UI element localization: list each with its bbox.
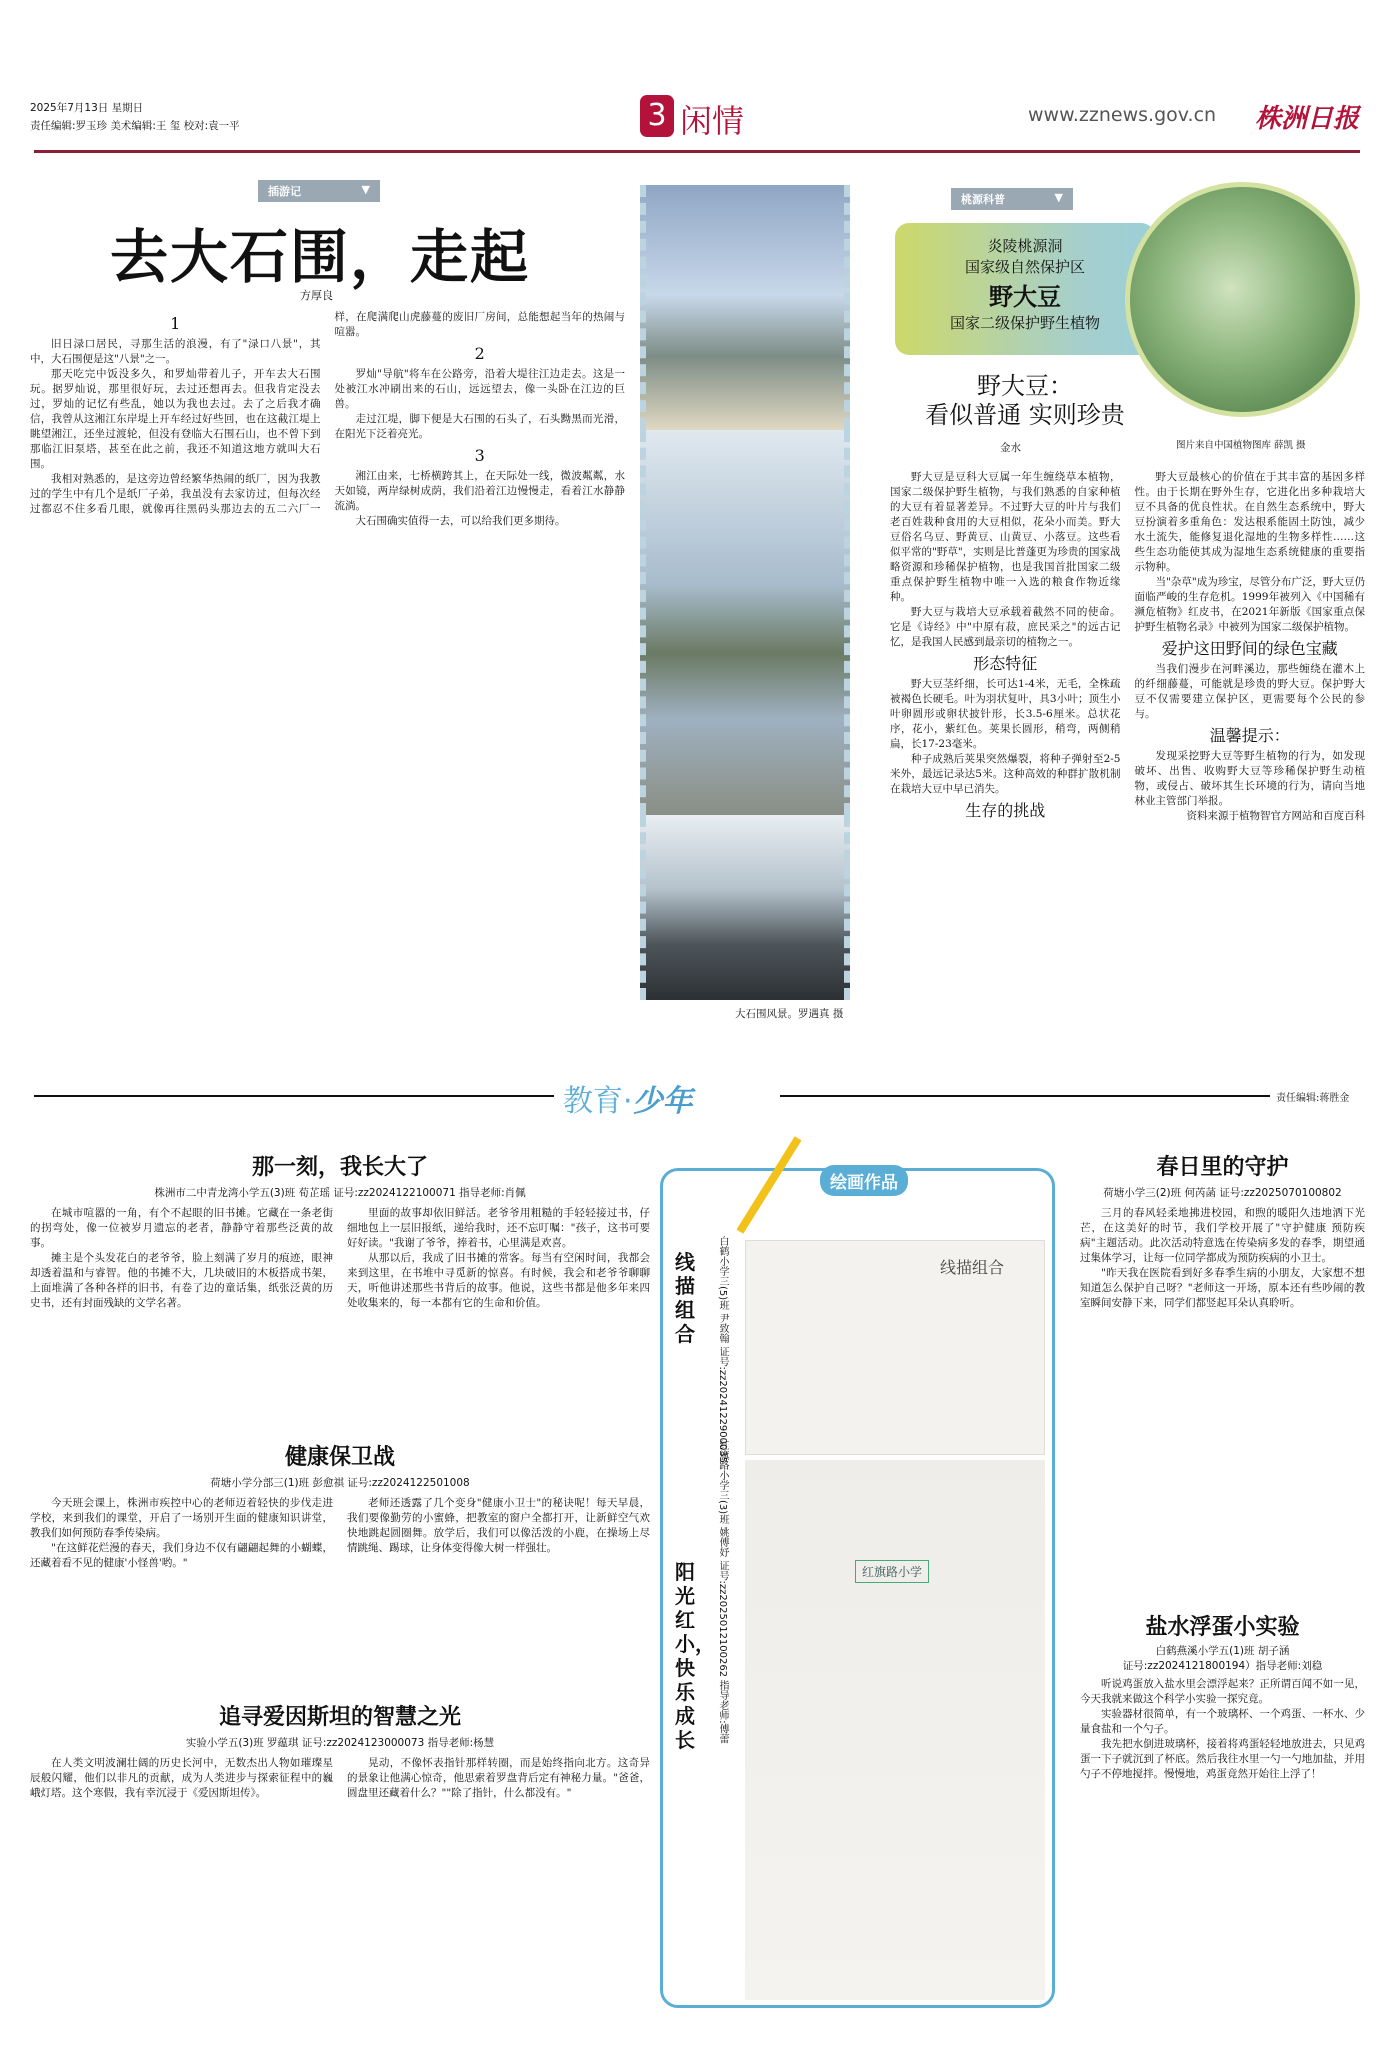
essay-5: 盐水浮蛋小实验 白鹤燕溪小学五(1)班 胡子涵 证号:zz2024121800194）指导老师:刘稳 听说鸡蛋放入盐水里会漂浮起来？正所谓百闻不如一见，今天我就来做这个科学小实验一探究竟。 实验器材很简单，有一个玻璃杯、一个鸡蛋、一杯水、少量食盐和一个勺子。 我先把水倒进玻璃杯，接着将鸡蛋轻轻地放进去，只见鸡蛋一下子就沉到了杯底。然后我往水里一勺一勺地加盐，并用勺子不停地搅拌。慢慢地，鸡蛋竟然开始往上浮了！ — [1080, 1615, 1365, 1780]
source-note: 资料来源于植物智官方网站和百度百科 — [1186, 810, 1365, 822]
photo-river-sky — [640, 185, 850, 430]
site-url[interactable]: www.zznews.gov.cn — [1028, 104, 1217, 126]
line-drawing-artwork: 线描组合 — [745, 1240, 1045, 1455]
divider — [780, 1095, 1270, 1097]
page-number: 3 — [640, 95, 674, 137]
painting-byline: 红旗路小学三(3)班 姚傅妤 证号:zz2025012100262 指导老师:傅蕾 — [717, 1440, 728, 1744]
wild-soybean-photo — [1125, 182, 1360, 417]
photo-caption: 大石围风景。罗遇真 摄 — [735, 1008, 844, 1020]
essay-3: 追寻爱因斯坦的智慧之光 实验小学五(3)班 罗蕴琪 证号:zz2024123000073 指导老师:杨慧 在人类文明波澜壮阔的历史长河中，无数杰出人物如璀璨星辰般闪耀，他们以非凡的贡献，成为人类进步与探索征程中的巍峨灯塔。这个寒假，我有幸沉浸于《爱因斯坦传》。 晃动，不像怀表指针那样转圈，而是始终指向北方。这奇异的景象让他满心惊奇，他思索着罗盘背后定有神秘力量。"爸爸，圆盘里还藏着什么？""除了指针，什么都没有。" — [30, 1705, 650, 1799]
subheading: 爱护这田野间的绿色宝藏 — [1161, 639, 1338, 658]
painting-title: 阳光红小，快乐成长 — [675, 1560, 715, 1752]
section-number: 2 — [474, 344, 485, 363]
article-title: 野大豆： 看似普通 实则珍贵 — [925, 372, 1125, 429]
article-body: 野大豆是豆科大豆属一年生缠绕草本植物，国家二级保护野生植物，与我们熟悉的自家种植的大豆有着显著差异。不过野大豆的叶片与我们老百姓栽种食用的大豆相似，花朵小而美。野大豆俗名乌豆、野黄豆、山黄豆、小落豆。这些看似平常的"野草"，实则是比普蓬更为珍贵的国家战略资源和珍稀保护植物，也是我国首批国家二级重点保护野生植物中唯一入选的粮食作物近缘种。 野大豆与栽培大豆承载着截然不同的使命。它是《诗经》中"中原有菽，庶民采之"的远古记忆，是我国人民感到最亲切的植物之一。 形态特征 野大豆茎纤细，长可达1-4米，无毛，全株疏被褐色长硬毛。叶为羽状复叶，具3小叶；顶生小叶卵圆形或卵状披针形，长3.5-6厘米。总状花序，花小，紫红色。荚果长圆形，稍弯，两侧稍扁，长17-23毫米。 种子成熟后荚果突然爆裂，将种子弹射至2-5米外，最远记录达5米。这种高效的种群扩散机制在栽培大豆中早已消失。 生存的挑战 野大豆最核心的价值在于其丰富的基因多样性。由于长期在野外生存，它进化出多种栽培大豆不具备的优良性状。在自然生态系统中，野大豆扮演着多重角色：发达根系能固土防蚀，减少水土流失，能修复退化湿地的生物多样性……这些生态功能使其成为湿地生态系统健康的重要指示物种。 当"杂草"成为珍宝，尽管分布广泛，野大豆仍面临严峻的生存危机。1999年被列入《中国稀有濒危植物》红皮书，在2021年新版《国家重点保护野生植物名录》中被列为国家二级保护植物。 爱护这田野间的绿色宝藏 当我们漫步在河畔溪边，那些缠绕在灌木上的纤细藤蔓，可能就是珍贵的野大豆。保护野大豆不仅需要建立保护区，更需要每个公民的参与。 温馨提示： 发现采挖野大豆等野生植物的行为，如发现破坏、出售、收购野大豆等珍稀保护野生动植物，或侵占、破坏其生长环境的行为，请向当地林业主管部门举报。 资料来源于植物智官方网站和百度百科 — [890, 471, 1365, 822]
column-tag: 桃源科普 ▼ — [951, 188, 1073, 210]
subheading: 温馨提示： — [1209, 726, 1290, 745]
section-number: 3 — [474, 446, 485, 465]
gallery-label: 绘画作品 — [820, 1165, 908, 1196]
photo-credit: 图片来自中国植物图库 薛凯 摄 — [1176, 440, 1306, 451]
essay-2: 健康保卫战 荷塘小学分部三(1)班 彭愈祺 证号:zz2024122501008 今天班会课上，株洲市疾控中心的老师迈着轻快的步伐走进学校，来到我们的课堂，开启了一场别开生面的健康知识讲堂，教我们如何预防春季传染病。 "在这鲜花烂漫的春天，我们身边不仅有翩翩起舞的小蝴蝶，还藏着看不见的健康'小怪兽'哟。" 老师还透露了几个变身"健康小卫士"的秘诀呢！每天早晨，我们要像勤劳的小蜜蜂，把教室的窗户全都打开，让新鲜空气欢快地跳起圆圈舞。放学后，我们可以像活泼的小鹿，在操场上尽情跳绳、踢球，让身体变得像大树一样强壮。 — [30, 1445, 650, 1569]
article-title: 去大石围，走起 — [109, 223, 530, 291]
painting-title: 线描组合 — [675, 1250, 695, 1346]
article-author: 金水 — [1000, 442, 1021, 454]
header-rule — [34, 150, 1360, 153]
section-title: 教育·少年 — [563, 1084, 693, 1119]
triangle-icon: ▼ — [1054, 191, 1063, 204]
article-body: 1 旧日渌口居民，寻那生活的浪漫，有了"渌口八景"，其中，大石围便是这"八景"之一。 那天吃完中饭没多久，和罗灿带着儿子，开车去大石围玩。据罗灿说，那里很好玩，去过还想再去。但我肯定没去过，罗灿的记忆有些乱，她以为我也去过。去了之后我才确信，我曾从这湘江东岸堤上开车经过好些回，也在这截江堤上眺望湘江，还坐过渡轮，但没有登临大石围石山，也不曾下到那临江旧泵塔，甚至在此之前，我还不知道这地方就叫大石围。 我相对熟悉的，是这旁边曾经繁华热闹的纸厂，因为我教过的学生中有几个是纸厂子弟，我虽没有去家访过，但每次经过都忍不住多看几眼，就像再往黑码头那边去的五二六厂一样，在爬满爬山虎藤蔓的废旧厂房间，总能想起当年的热闹与喧嚣。 2 罗灿"导航"将车在公路旁，沿着大堤往江边走去。这是一处被江水冲刷出来的石山，远远望去，像一头卧在江边的巨兽。 走过江堤，脚下便是大石围的石头了，石头黝黑而光滑，在阳光下泛着亮光。 3 湘江由来，七桥横跨其上，在天际处一线，微波粼粼，水天如镜，两岸绿树成荫，我们沿着江边慢慢走，看着江水静静流淌。 大石围确实值得一去，可以给我们更多期待。 — [30, 311, 625, 527]
triangle-icon: ▼ — [361, 183, 370, 196]
photo-riverbank — [640, 430, 850, 815]
species-banner: 炎陵桃源洞 国家级自然保护区 野大豆 国家二级保护野生植物 — [895, 223, 1155, 355]
painting-byline: 白鹤小学三(5)班 尹致翰 证号:zz2024122900035 — [717, 1236, 728, 1464]
article-author: 方厚良 — [300, 289, 333, 302]
essay-1: 那一刻，我长大了 株洲市二中青龙湾小学五(3)班 荀芷瑶 证号:zz2024122100071 指导老师:肖佩 在城市喧嚣的一角，有个不起眼的旧书摊。它藏在一条老街的拐弯处，像一位被岁月遗忘的老者，静静守着那些泛黄的故事。 摊主是个头发花白的老爷爷，脸上刻满了岁月的痕迹，眼神却透着温和与睿智。他的书摊不大，几块破旧的木板搭成书架，上面堆满了各种各样的旧书，有卷了边的童话集，纸张泛黄的历史书，还有封面残缺的文学名著。 里面的故事却依旧鲜活。老爷爷用粗糙的手轻轻接过书，仔细地包上一层旧报纸，递给我时，还不忘叮嘱："孩子，这书可要好好读。"我谢了爷爷，捧着书，心里满是欢喜。 从那以后，我成了旧书摊的常客。每当有空闲时间，我都会来到这里，在书堆中寻觅新的惊喜。有时候，我会和老爷爷聊聊天，听他讲述那些书背后的故事。他说，这些书都是他多年来四处收集来的，每一本都有它的生命和价值。 — [30, 1155, 650, 1309]
essay-4: 春日里的守护 荷塘小学三(2)班 何芮菡 证号:zz2025070100802 三月的春风轻柔地拂进校园，和煦的暖阳久违地洒下光芒，在这美好的时节，我们学校开展了"守护健康 预防疾病"主题活动。此次活动特意选在传染病多发的春季，期望通过集体学习，让每一位同学都成为预防疾病的小卫士。 "昨天我在医院看到好多春季生病的小朋友，大家想不想知道怎么保护自己呀？"老师这一开场，原本还有些吵闹的教室瞬间安静下来，同学们都竖起耳朵认真聆听。 — [1080, 1155, 1365, 1309]
section-number: 1 — [170, 314, 181, 333]
subheading: 形态特征 — [973, 654, 1038, 673]
watercolor-artwork: 红旗路小学 — [745, 1460, 1045, 2000]
section-name: 闲情 — [680, 102, 745, 140]
divider — [34, 1095, 554, 1097]
subheading: 生存的挑战 — [965, 801, 1046, 820]
section-editor: 责任编辑:蒋胜金 — [1276, 1093, 1350, 1104]
newspaper-logo: 株洲日报 — [1255, 104, 1360, 134]
editor-credits: 责任编辑:罗玉珍 美术编辑:王 玺 校对:袁一平 — [30, 120, 240, 132]
photo-city-river — [640, 815, 850, 1000]
column-tag: 插游记 ▼ — [258, 180, 380, 202]
issue-date: 2025年7月13日 星期日 — [30, 102, 144, 114]
